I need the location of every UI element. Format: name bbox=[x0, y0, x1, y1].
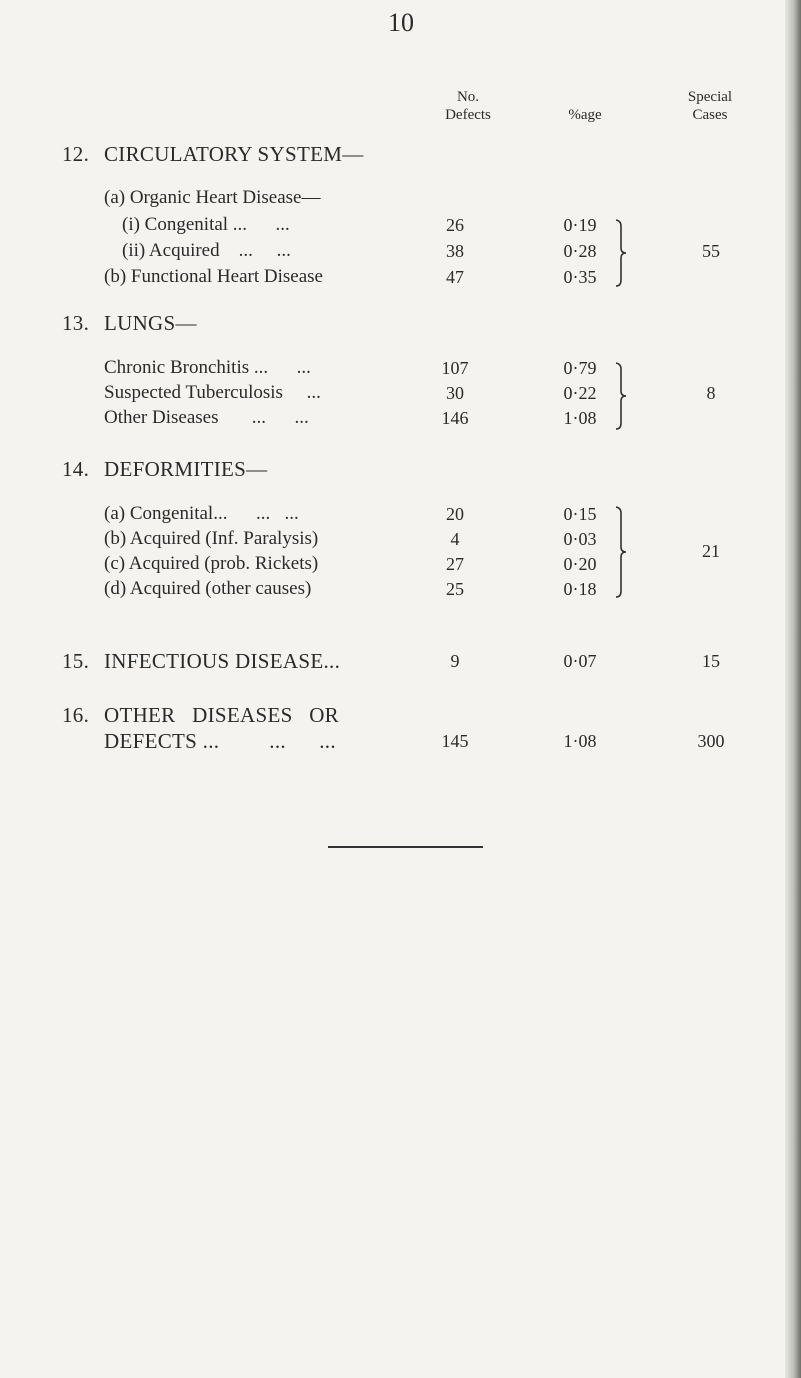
section-title: CIRCULATORY SYSTEM— bbox=[104, 142, 364, 166]
bracket-icon bbox=[614, 218, 630, 288]
special-cases-value: 8 bbox=[706, 383, 716, 403]
page-number: 10 bbox=[388, 8, 414, 37]
row-defects: 27 bbox=[446, 554, 464, 574]
row-label: (a) Congenital... ... ... bbox=[104, 503, 299, 524]
row-label: Other Diseases ... ... bbox=[104, 407, 309, 428]
row-percentage: 1·08 bbox=[563, 731, 597, 751]
row-defects: 25 bbox=[446, 579, 464, 599]
row-defects: 47 bbox=[446, 267, 464, 287]
row-percentage: 0·18 bbox=[563, 579, 597, 599]
row-defects: 38 bbox=[446, 241, 464, 261]
section-number: 13. bbox=[62, 311, 90, 335]
row-percentage: 0·35 bbox=[563, 267, 597, 287]
row-label: (c) Acquired (prob. Rickets) bbox=[104, 553, 319, 574]
row-percentage: 0·15 bbox=[563, 504, 597, 524]
row-defects: 30 bbox=[446, 383, 464, 403]
row-defects: 26 bbox=[446, 215, 464, 235]
bracket-icon bbox=[614, 361, 630, 431]
row-label: (i) Congenital ... ... bbox=[122, 214, 290, 235]
row-percentage: 0·20 bbox=[563, 554, 597, 574]
section-title: INFECTIOUS DISEASE... bbox=[104, 649, 341, 673]
row-percentage: 1·08 bbox=[563, 408, 597, 428]
row-percentage: 0·19 bbox=[563, 215, 597, 235]
row-percentage: 0·22 bbox=[563, 383, 597, 403]
row-percentage: 0·79 bbox=[563, 358, 597, 378]
row-percentage: 0·03 bbox=[563, 529, 597, 549]
section-title-continued: DEFECTS ... ... ... bbox=[104, 729, 336, 753]
row-label: (ii) Acquired ... ... bbox=[122, 240, 291, 261]
column-header-percentage: %age bbox=[568, 107, 602, 123]
row-defects: 20 bbox=[446, 504, 464, 524]
row-defects: 107 bbox=[441, 358, 469, 378]
special-cases-value: 55 bbox=[702, 241, 720, 261]
section-number: 12. bbox=[62, 142, 90, 166]
row-defects: 9 bbox=[450, 651, 460, 671]
section-number: 14. bbox=[62, 457, 90, 481]
page-edge-shadow bbox=[785, 0, 801, 1378]
special-cases-value: 15 bbox=[702, 651, 720, 671]
column-header-special-cases: Special Cases bbox=[687, 89, 733, 123]
section-title: LUNGS— bbox=[104, 311, 197, 335]
row-label: (b) Functional Heart Disease bbox=[104, 266, 323, 287]
section-title: OTHER DISEASES OR bbox=[104, 703, 339, 727]
section-number: 16. bbox=[62, 703, 90, 727]
special-cases-value: 300 bbox=[697, 731, 725, 751]
row-defects: 145 bbox=[441, 731, 469, 751]
row-defects: 146 bbox=[441, 408, 469, 428]
bracket-icon bbox=[614, 505, 630, 599]
column-header-defects: No. Defects bbox=[445, 89, 491, 123]
row-label: Suspected Tuberculosis ... bbox=[104, 382, 321, 403]
section-title: DEFORMITIES— bbox=[104, 457, 268, 481]
section-subheading: (a) Organic Heart Disease— bbox=[104, 187, 321, 208]
row-label: Chronic Bronchitis ... ... bbox=[104, 357, 311, 378]
row-label: (b) Acquired (Inf. Paralysis) bbox=[104, 528, 319, 549]
row-percentage: 0·07 bbox=[563, 651, 597, 671]
end-rule bbox=[328, 846, 483, 848]
row-label: (d) Acquired (other causes) bbox=[104, 578, 312, 599]
row-percentage: 0·28 bbox=[563, 241, 597, 261]
section-number: 15. bbox=[62, 649, 90, 673]
row-defects: 4 bbox=[450, 529, 460, 549]
special-cases-value: 21 bbox=[702, 541, 720, 561]
